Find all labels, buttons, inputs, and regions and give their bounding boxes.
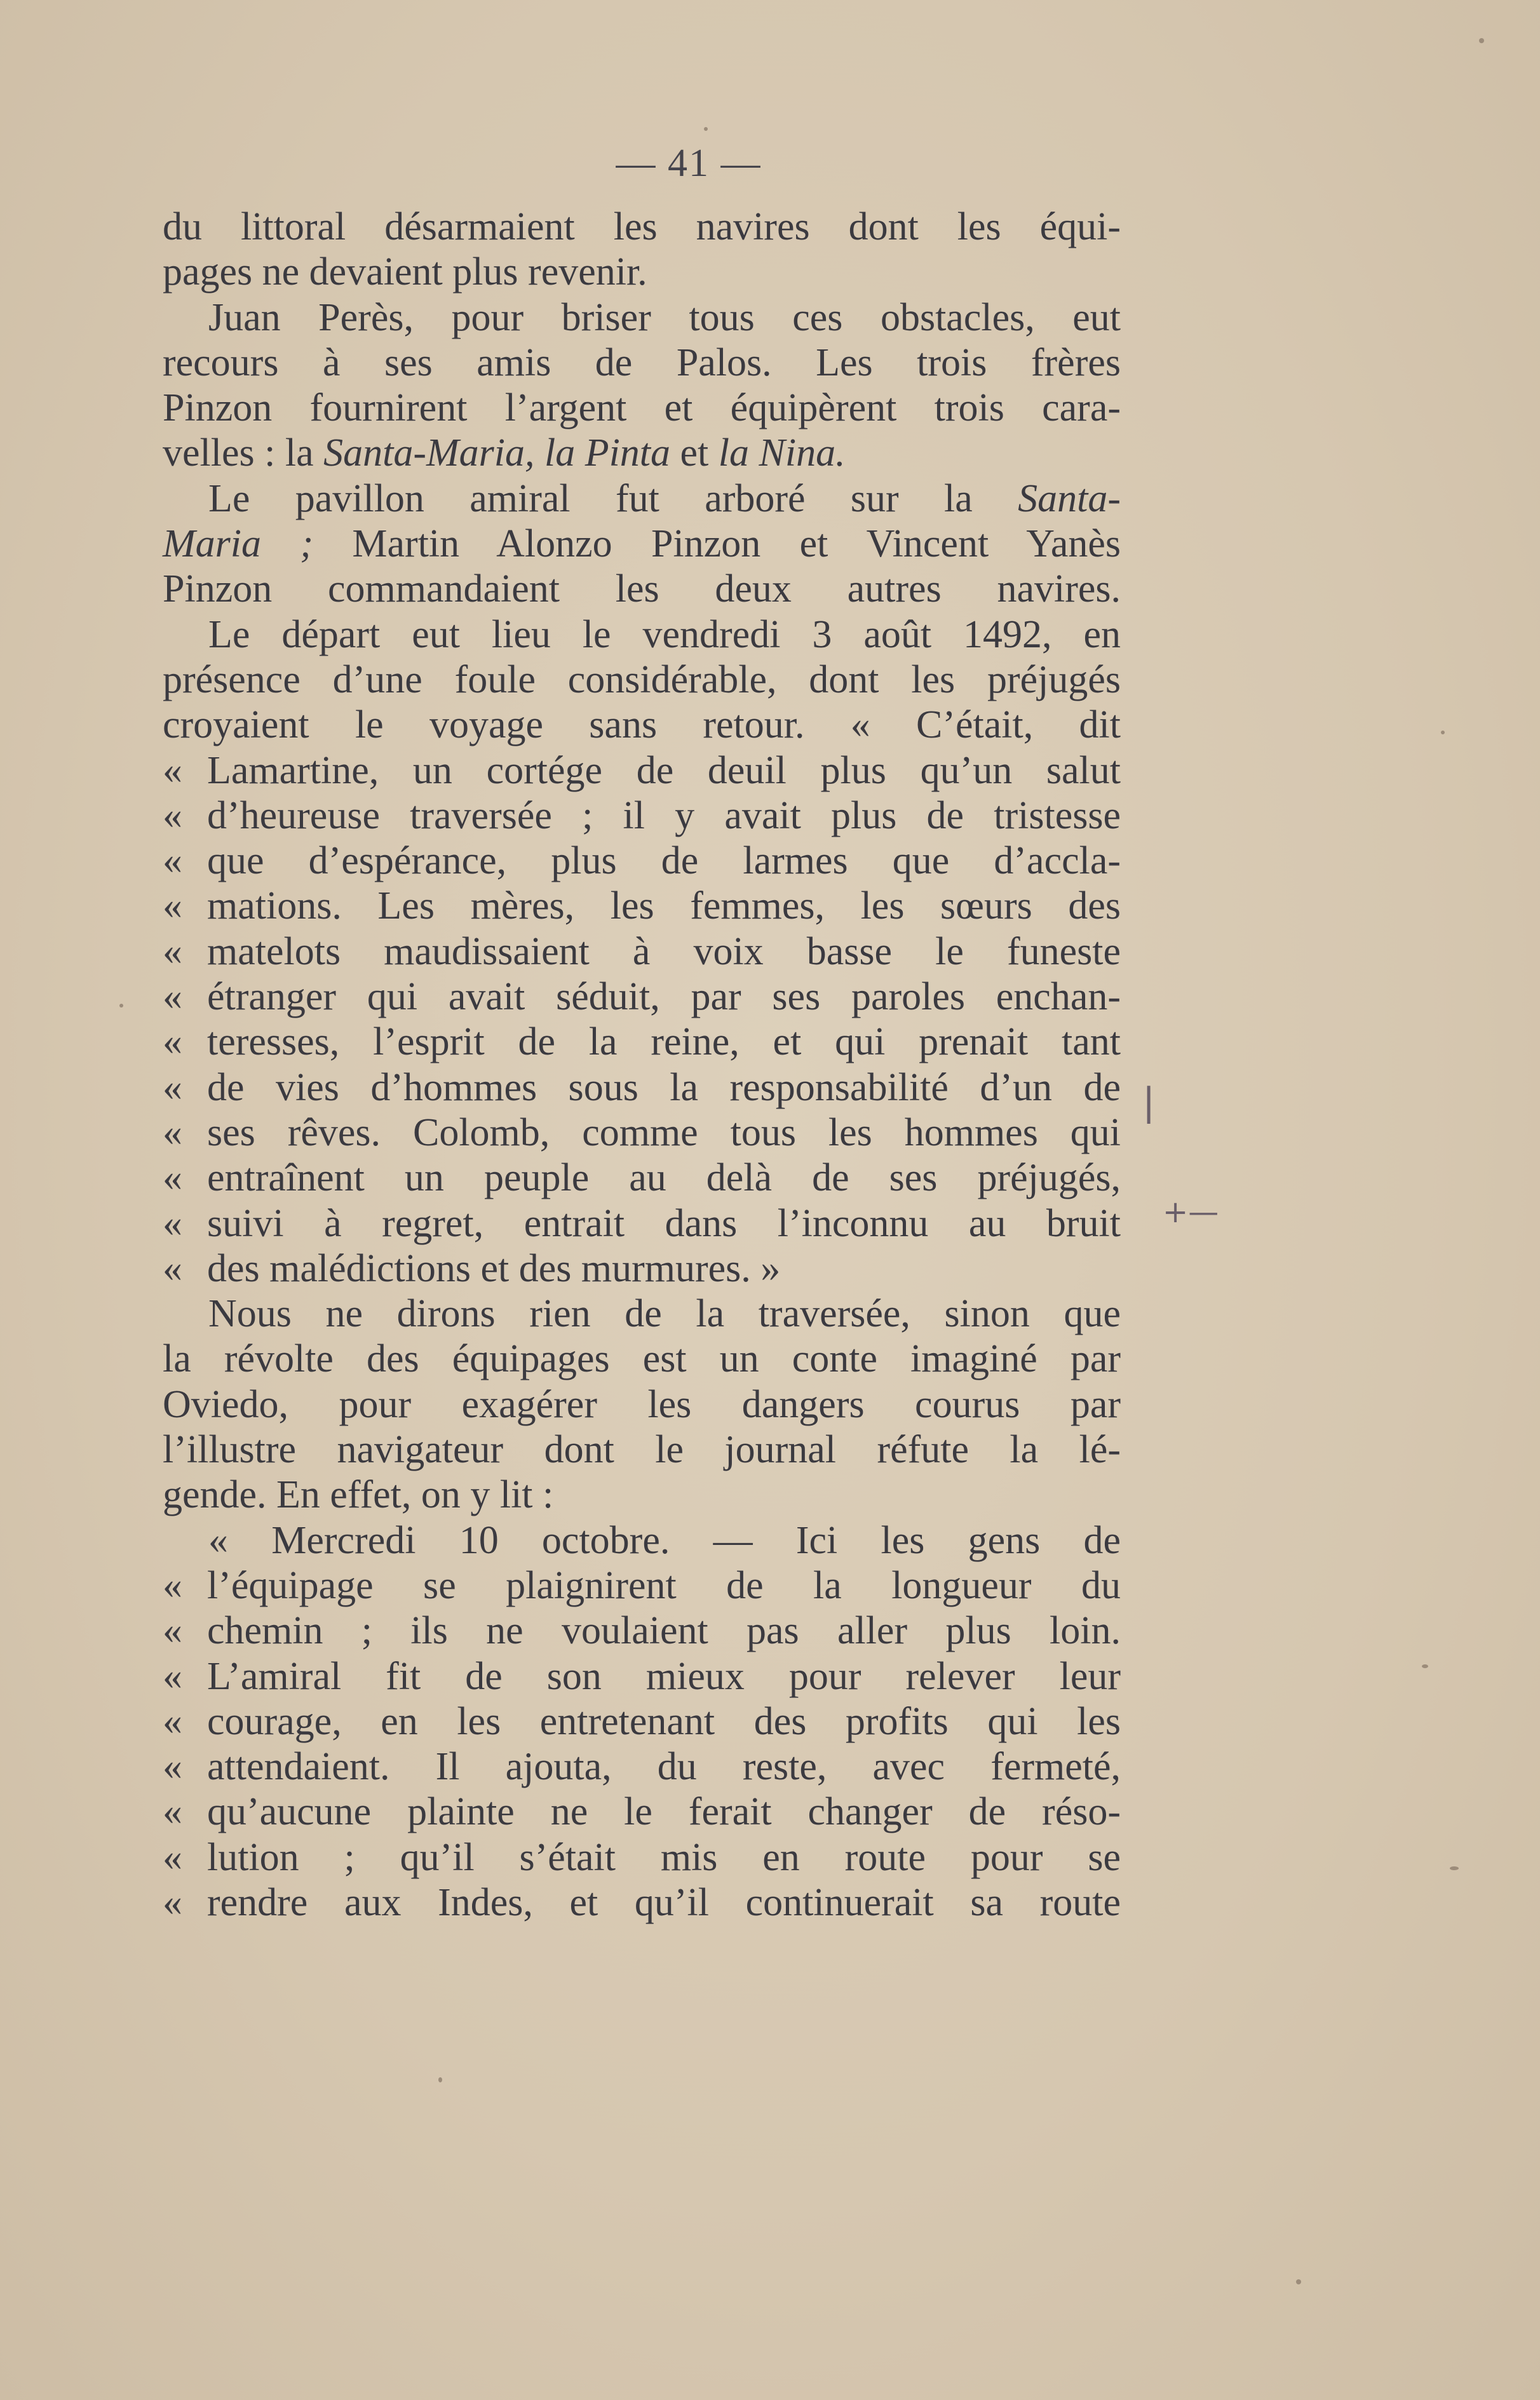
text-run: ses rêves. Colomb, comme tous les hommes qui	[207, 1110, 1121, 1154]
text-line	[163, 1744, 1121, 1790]
text-line	[163, 1156, 1121, 1201]
quote-mark: «	[163, 1790, 182, 1834]
quote-mark: «	[163, 1654, 182, 1698]
text-run: gende. En effet, on y lit :	[163, 1473, 554, 1517]
text-run: d’heureuse traversée ; il y avait plus de tristesse	[207, 793, 1121, 837]
text-line	[163, 1427, 1121, 1473]
text-run: « Mercredi 10 octobre. — Ici les gens de	[208, 1518, 1121, 1562]
text-line	[163, 839, 1121, 884]
text-run: rendre aux Indes, et qu’il continuerait sa route	[207, 1880, 1121, 1924]
text-run: suivi à regret, entrait dans l’inconnu au bruit	[207, 1201, 1121, 1245]
text-line	[163, 1291, 1121, 1337]
text-line	[163, 974, 1121, 1020]
text-run: mations. Les mères, les femmes, les sœurs des	[207, 884, 1121, 928]
text-run: croyaient le voyage sans retour. « C’était, dit	[163, 703, 1121, 747]
paper-speck	[1479, 38, 1484, 43]
paper-speck	[1296, 2279, 1301, 2284]
text-run: attendaient. Il ajouta, du reste, avec fermeté,	[207, 1745, 1121, 1789]
quote-mark: «	[163, 1156, 182, 1200]
quote-mark: «	[163, 975, 182, 1019]
paper-speck	[1441, 731, 1445, 734]
text-line	[163, 1337, 1121, 1382]
text-line	[163, 1110, 1121, 1156]
text-run: Le départ eut lieu le vendredi 3 août 1492, en	[208, 612, 1121, 656]
margin-cross-mark: +—	[1163, 1194, 1219, 1230]
quote-mark: «	[163, 1880, 182, 1924]
text-run: étranger qui avait séduit, par ses paroles enchan-	[207, 975, 1121, 1019]
text-line	[163, 1699, 1121, 1744]
text-run: et	[670, 431, 719, 475]
italic-text: la Nina.	[718, 431, 846, 475]
quote-mark: «	[163, 1020, 182, 1064]
text-run: Pinzon commandaient les deux autres navires.	[163, 567, 1121, 611]
quote-mark: «	[163, 1201, 182, 1245]
quote-mark: «	[163, 839, 182, 883]
text-run: chemin ; ils ne voulaient pas aller plus loin.	[207, 1609, 1121, 1653]
text-line	[163, 295, 1121, 340]
text-line	[163, 1608, 1121, 1654]
text-line	[163, 793, 1121, 839]
text-line	[163, 748, 1121, 793]
text-run: pages ne devaient plus revenir.	[163, 250, 647, 294]
text-run: de vies d’hommes sous la responsabilité d’un de	[207, 1065, 1121, 1109]
text-run: des malédictions et des murmures. »	[207, 1246, 781, 1290]
text-run: présence d’une foule considérable, dont les préjugés	[163, 657, 1121, 701]
text-run: Martin Alonzo Pinzon et Vincent Yanès	[313, 522, 1121, 566]
text-line	[163, 1065, 1121, 1110]
text-run: Lamartine, un cortége de deuil plus qu’un salut	[207, 748, 1121, 792]
paper-speck	[1422, 1664, 1428, 1668]
quote-mark: «	[163, 1065, 182, 1109]
text-line	[163, 612, 1121, 657]
quote-mark: «	[163, 793, 182, 837]
text-line	[163, 1020, 1121, 1065]
quote-mark: «	[163, 1563, 182, 1607]
text-line	[163, 1518, 1121, 1563]
text-line	[163, 386, 1121, 431]
quote-mark: «	[163, 1835, 182, 1879]
text-run: lution ; qu’il s’était mis en route pour se	[207, 1835, 1121, 1879]
quote-mark: «	[163, 1609, 182, 1653]
text-line	[163, 657, 1121, 703]
text-run: Pinzon fournirent l’argent et équipèrent trois cara-	[163, 386, 1121, 430]
text-line	[163, 476, 1121, 522]
text-run: courage, en les entretenant des profits qui les	[207, 1699, 1121, 1743]
text-run: Juan Perès, pour briser tous ces obstacles, eut	[208, 295, 1121, 339]
body-text	[163, 205, 1121, 1925]
text-run: que d’espérance, plus de larmes que d’accla-	[207, 839, 1121, 883]
text-line	[163, 884, 1121, 929]
text-line	[163, 1473, 1121, 1518]
text-run: la révolte des équipages est un conte imaginé par	[163, 1337, 1121, 1381]
text-line	[163, 1835, 1121, 1880]
text-line	[163, 1790, 1121, 1835]
text-line	[163, 1880, 1121, 1925]
text-run: l’équipage se plaignirent de la longueur du	[207, 1563, 1121, 1607]
text-run: du littoral désarmaient les navires dont les équi-	[163, 205, 1121, 248]
text-line	[163, 522, 1121, 567]
quote-mark: «	[163, 929, 182, 973]
text-run: Oviedo, pour exagérer les dangers courus par	[163, 1382, 1121, 1426]
italic-text: Maria ;	[163, 522, 314, 566]
page-number: — 41 —	[616, 142, 762, 185]
paper-speck	[704, 127, 708, 131]
italic-text: Santa-	[1018, 476, 1121, 520]
text-run: Nous ne dirons rien de la traversée, sinon que	[208, 1292, 1121, 1336]
text-line	[163, 205, 1121, 250]
text-line	[163, 340, 1121, 386]
text-line	[163, 929, 1121, 974]
quote-mark: «	[163, 884, 182, 928]
text-line	[163, 250, 1121, 295]
quote-mark: «	[163, 1745, 182, 1789]
text-run: matelots maudissaient à voix basse le funeste	[207, 929, 1121, 973]
text-line	[163, 1382, 1121, 1427]
paper-speck	[119, 1004, 123, 1008]
text-line	[163, 703, 1121, 748]
text-run: teresses, l’esprit de la reine, et qui prenait tant	[207, 1020, 1121, 1064]
text-run: Le pavillon amiral fut arboré sur la	[208, 476, 1018, 520]
text-line	[163, 431, 1121, 476]
text-run: entraînent un peuple au delà de ses préjugés,	[207, 1156, 1121, 1200]
text-line	[163, 1654, 1121, 1699]
margin-bar-mark: |	[1142, 1080, 1156, 1124]
paper-speck	[438, 2077, 442, 2082]
quote-mark: «	[163, 748, 182, 792]
quote-mark: «	[163, 1110, 182, 1154]
quote-mark: «	[163, 1246, 182, 1290]
text-run: l’illustre navigateur dont le journal réfute la lé-	[163, 1428, 1121, 1472]
italic-text: Santa-Maria, la Pinta	[323, 431, 671, 475]
text-line	[163, 1201, 1121, 1246]
text-line	[163, 567, 1121, 612]
text-run: L’amiral fit de son mieux pour relever leur	[207, 1654, 1121, 1698]
text-line	[163, 1563, 1121, 1608]
text-run: velles : la	[163, 431, 324, 475]
text-line	[163, 1246, 1121, 1291]
text-run: qu’aucune plainte ne le ferait changer de réso-	[207, 1790, 1121, 1834]
paper-speck	[1450, 1866, 1459, 1870]
text-run: recours à ses amis de Palos. Les trois frères	[163, 340, 1121, 384]
quote-mark: «	[163, 1699, 182, 1743]
